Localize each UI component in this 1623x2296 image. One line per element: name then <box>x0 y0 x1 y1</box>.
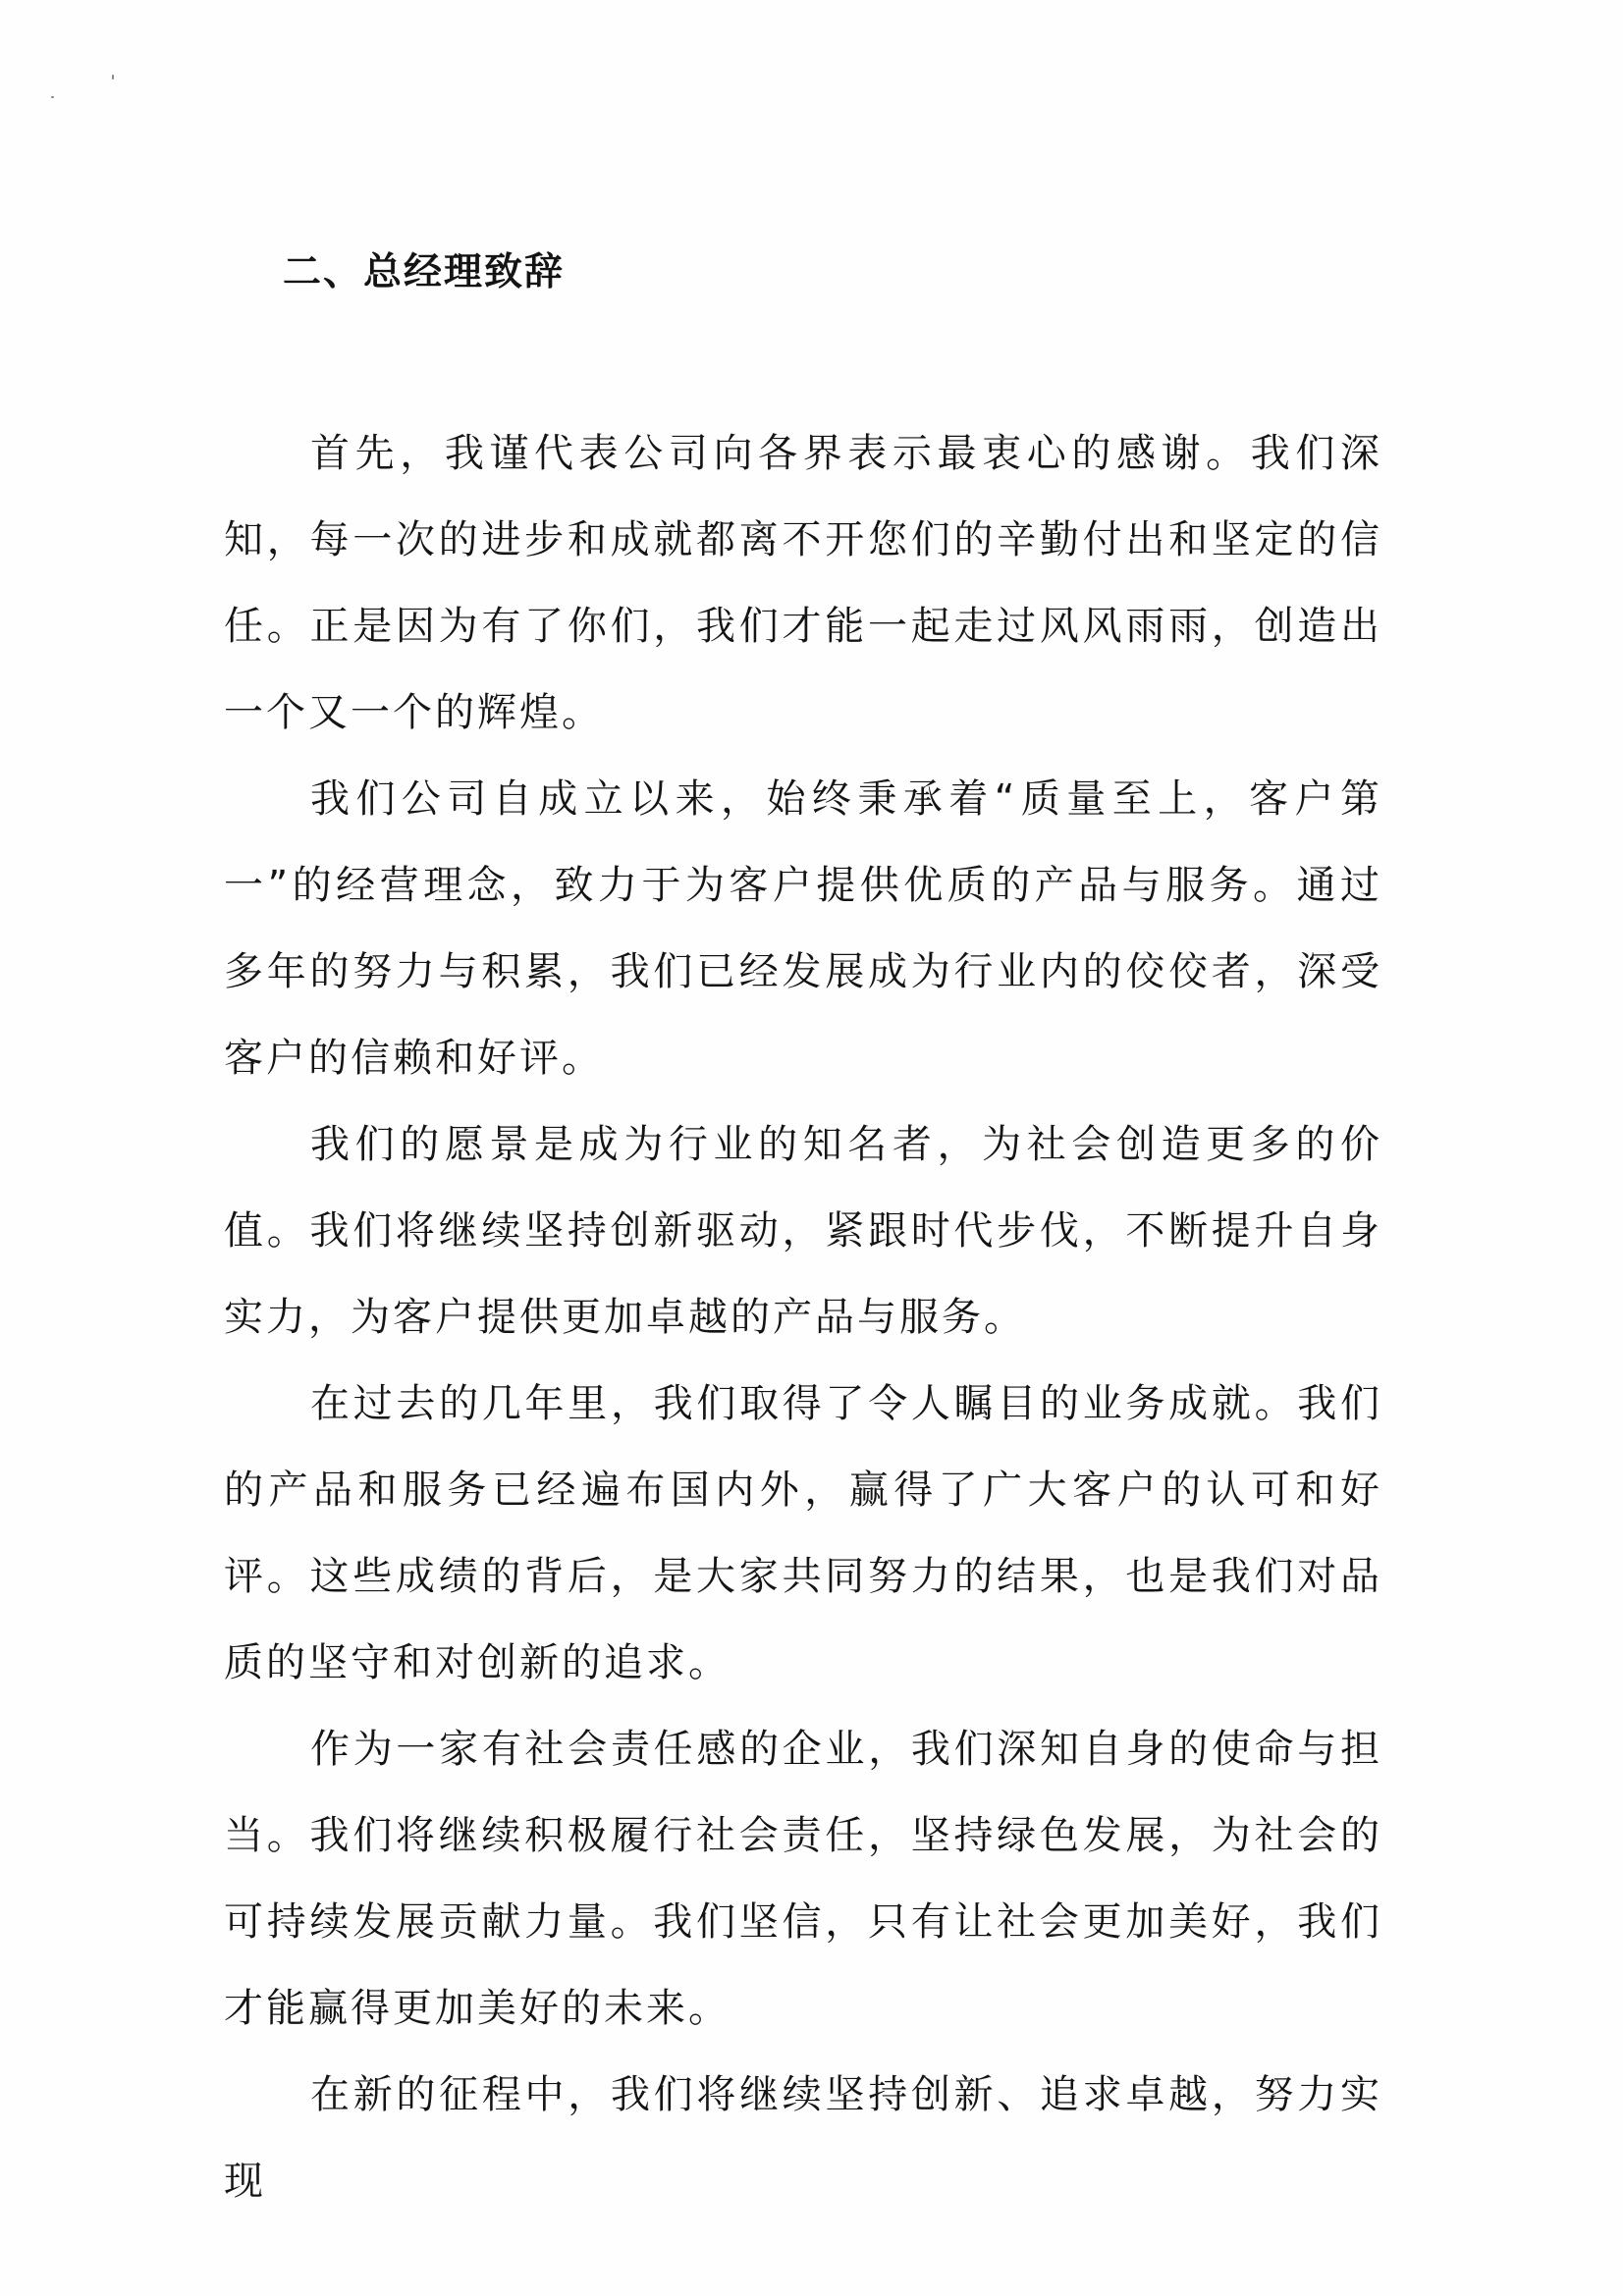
paragraph-achievements: 在过去的几年里，我们取得了令人瞩目的业务成就。我们的产品和服务已经遍布国内外，赢得了广大客户的认可和好评。这些成绩的背后，是大家共同努力的结果，也是我们对品质的坚守和对创新的追求。 <box>224 1381 1382 1685</box>
paragraph-thanks: 首先，我谨代表公司向各界表示最衷心的感谢。我们深知，每一次的进步和成就都离不开您们的辛勤付出和坚定的信任。正是因为有了你们，我们才能一起走过风风雨雨，创造出一个又一个的辉煌。 <box>224 431 1382 735</box>
paragraph-responsibility: 作为一家有社会责任感的企业，我们深知自身的使命与担当。我们将继续积极履行社会责任，坚持绿色发展，为社会的可持续发展贡献力量。我们坚信，只有让社会更加美好，我们才能赢得更加美好的未来。 <box>224 1727 1382 2031</box>
paragraph-vision: 我们的愿景是成为行业的知名者，为社会创造更多的价值。我们将继续坚持创新驱动，紧跟时代步伐，不断提升自身实力，为客户提供更加卓越的产品与服务。 <box>224 1122 1382 1340</box>
scan-speck <box>112 75 114 80</box>
paragraph-new-journey: 在新的征程中，我们将继续坚持创新、追求卓越，努力实现 <box>224 2072 1382 2204</box>
speech-body <box>224 410 1382 2224</box>
scan-speck <box>51 96 54 98</box>
section-heading: 二、总经理致辞 <box>283 250 566 294</box>
paragraph-philosophy: 我们公司自成立以来，始终秉承着“质量至上，客户第一”的经营理念，致力于为客户提供优质的产品与服务。通过多年的努力与积累，我们已经发展成为行业内的佼佼者，深受客户的信赖和好评。 <box>224 776 1382 1081</box>
